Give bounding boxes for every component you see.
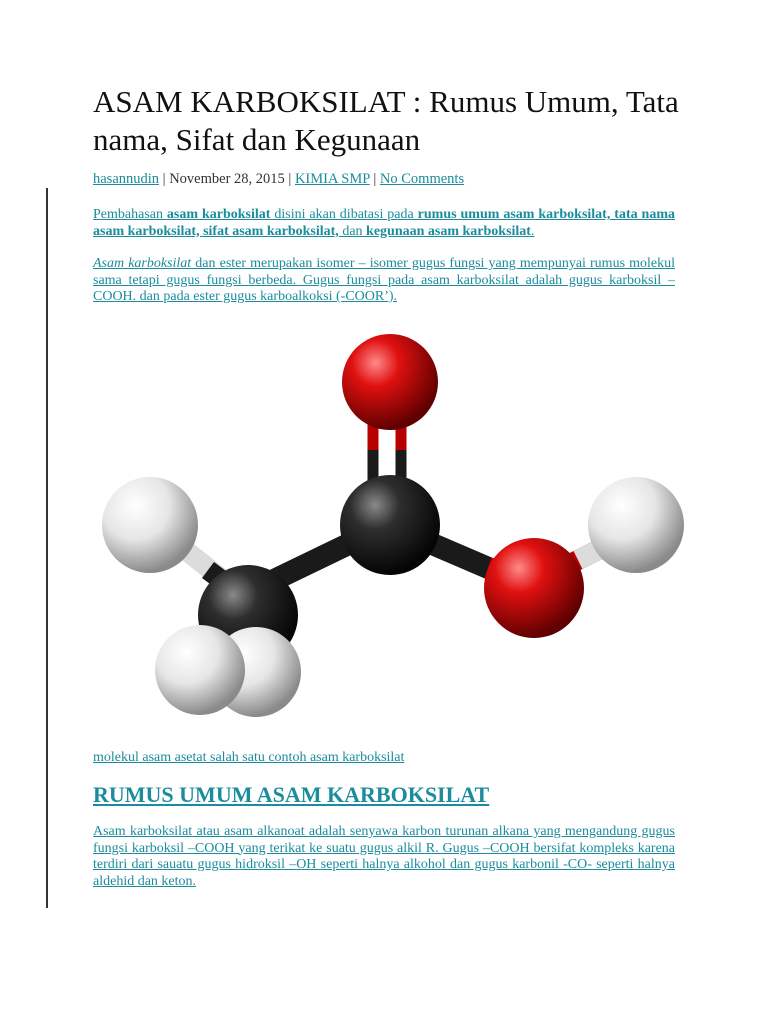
oxygen-atom (342, 334, 438, 430)
isomer-italic: Asam karboksilat (93, 256, 192, 271)
intro-text: . (530, 223, 535, 239)
meta-separator: | (369, 171, 380, 187)
hydrogen-atom (588, 477, 684, 573)
intro-text: Pembahasan (93, 207, 167, 222)
comments-link[interactable]: No Comments (379, 171, 465, 187)
intro-text: dan (338, 223, 367, 239)
page-title: ASAM KARBOKSILAT : Rumus Umum, Tata nama, Sifat dan Kegunaan (93, 84, 679, 157)
post-date: November 28, 2015 (169, 171, 285, 187)
intro-bold: kegunaan asam karboksilat (366, 223, 531, 239)
author-link[interactable]: hasannudin (93, 171, 160, 187)
image-caption[interactable]: molekul asam asetat salah satu contoh asam karboksilat (93, 750, 405, 765)
acetic-acid-molecule-image (88, 320, 688, 730)
section-heading[interactable]: RUMUS UMUM ASAM KARBOKSILAT (93, 782, 490, 807)
oxygen-atom (484, 538, 584, 638)
intro-bold: rumus umum asam karboksilat, tata nama asam karboksilat, sifat asam karboksilat, (93, 207, 675, 239)
section-paragraph[interactable]: Asam karboksilat atau asam alkanoat adalah senyawa karbon turunan alkana yang mengandung gugus fungsi karboksil –COOH yang terikat ke suatu gugus alkil R. Gugus –COOH bersifat kompleks karena terdiri dari sauatu gugus hidroksil –OH seperti halnya alkohol dan gugus karbonil -CO- seperti halnya aldehid dan keton. (93, 824, 675, 889)
meta-separator: | (284, 171, 295, 187)
category-link[interactable]: KIMIA SMP (294, 171, 370, 187)
intro-text: disini akan dibatasi pada (270, 207, 418, 222)
intro-bold: asam karboksilat (166, 207, 271, 222)
hydrogen-atom (155, 625, 245, 715)
meta-separator: | (159, 171, 170, 187)
isomer-paragraph[interactable] (93, 256, 675, 306)
isomer-text: dan ester merupakan isomer – isomer gugus fungsi yang mempunyai rumus molekul sama tetapi gugus fungsi berbeda. Gugus fungsi pada asam karboksilat adalah gugus karboksil –COOH. dan pada ester gugus karboalkoksi (-COOR’). (93, 256, 675, 304)
carbon-atom (340, 475, 440, 575)
margin-line (46, 188, 48, 908)
post-meta (93, 171, 464, 188)
intro-paragraph[interactable] (93, 207, 675, 240)
hydrogen-atom (102, 477, 198, 573)
